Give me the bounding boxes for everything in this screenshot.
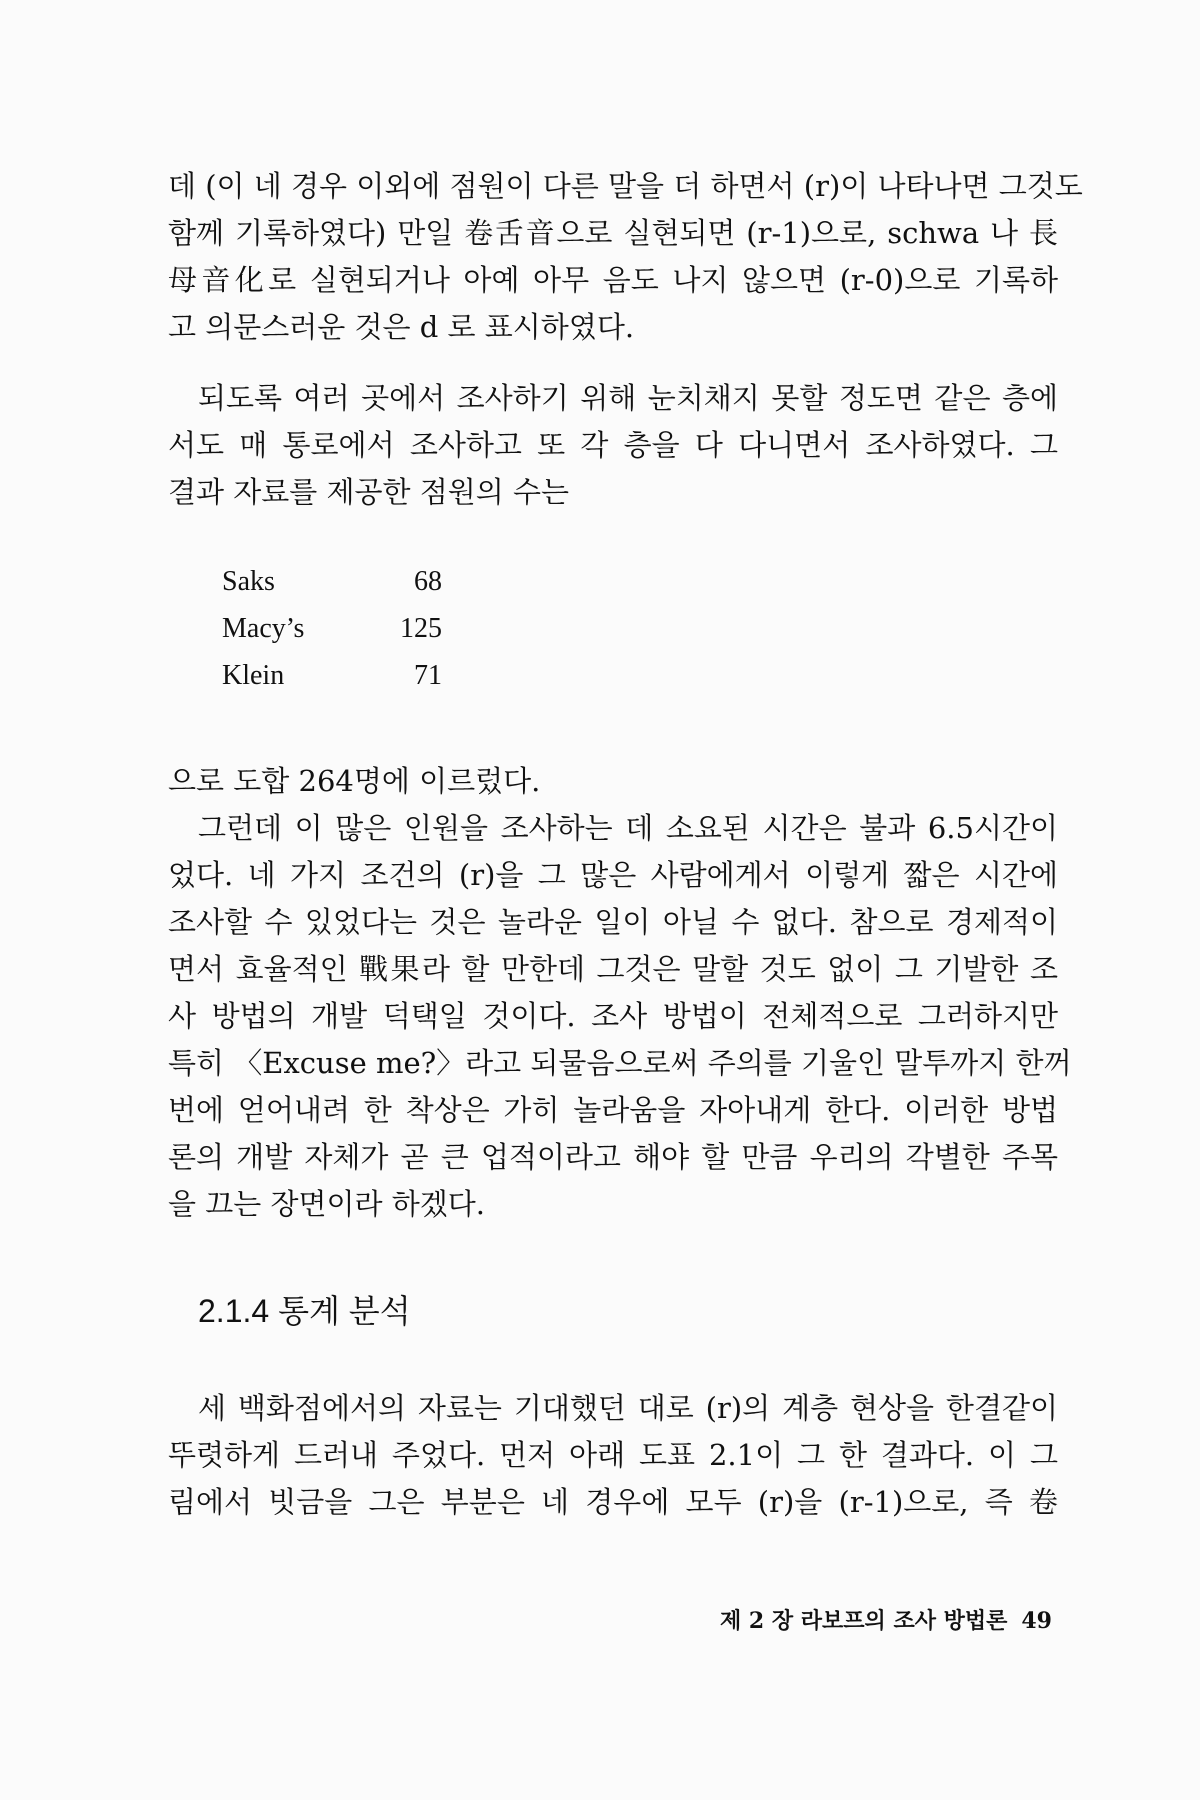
text-line: 었다. 네 가지 조건의 (r)을 그 많은 사람에게서 이렇게 짧은 시간에 [168,858,1058,892]
text-line: 사 방법의 개발 덕택일 것이다. 조사 방법이 전체적으로 그러하지만 [168,999,1058,1033]
text-line: 서도 매 통로에서 조사하고 또 각 층을 다 다니면서 조사하였다. 그 [168,428,1058,462]
table-row [222,558,442,605]
store-name: Saks [222,566,275,597]
text-line: 면서 효율적인 戰果라 할 만한데 그것은 말할 것도 없이 그 기발한 조 [168,952,1058,986]
page-footer [720,1604,1052,1638]
text-line: 조사할 수 있었다는 것은 놀라운 일이 아닐 수 없다. 참으로 경제적이 [168,905,1058,939]
paragraph-statistics [168,1385,1058,1526]
paragraph-recording-method [168,163,1083,351]
page-number: 49 [1021,1608,1052,1634]
text-line: 뚜렷하게 드러내 주었다. 먼저 아래 도표 2.1이 그 한 결과다. 이 그 [168,1438,1058,1472]
store-count: 71 [414,660,442,691]
text-line: 번에 얻어내려 한 착상은 가히 놀라움을 자아내게 한다. 이러한 방법 [168,1093,1058,1127]
paragraph-survey-coverage [168,375,1058,516]
store-name: Macy’s [222,613,305,644]
text-line: 데 (이 네 경우 이외에 점원이 다른 말을 더 하면서 (r)이 나타나면 그것도 [168,169,1083,203]
text-line: 그런데 이 많은 인원을 조사하는 데 소요된 시간은 불과 6.5시간이 [198,811,1058,845]
store-count: 68 [414,566,442,597]
store-count-table [222,558,442,699]
text-line: 론의 개발 자체가 곧 큰 업적이라고 해야 할 만큼 우리의 각별한 주목 [168,1140,1058,1174]
table-row [222,605,442,652]
text-line: 함께 기록하였다) 만일 卷舌音으로 실현되면 (r-1)으로, schwa 나 長 [168,216,1058,250]
paragraph-efficiency [168,758,1072,1228]
store-name: Klein [222,660,285,691]
text-line: 림에서 빗금을 그은 부분은 네 경우에 모두 (r)을 (r-1)으로, 즉 卷 [168,1485,1058,1519]
text-line: 고 의문스러운 것은 d 로 표시하였다. [168,310,635,344]
running-chapter-title: 제 2 장 라보프의 조사 방법론 [719,1608,1008,1634]
text-line: 으로 도합 264명에 이르렀다. [168,764,541,798]
text-line: 母音化로 실현되거나 아예 아무 음도 나지 않으면 (r-0)으로 기록하 [168,263,1058,297]
text-line: 결과 자료를 제공한 점원의 수는 [168,475,570,509]
text-line: 을 끄는 장면이라 하겠다. [168,1187,486,1221]
section-heading: 2.1.4 통계 분석 [198,1293,411,1329]
text-line: 되도록 여러 곳에서 조사하기 위해 눈치채지 못할 정도면 같은 층에 [198,381,1058,415]
store-count: 125 [400,613,442,644]
table-row [222,652,442,699]
text-line: 특히 〈Excuse me?〉라고 되물음으로써 주의를 기울인 말투까지 한꺼 [168,1046,1072,1080]
text-line: 세 백화점에서의 자료는 기대했던 대로 (r)의 계층 현상을 한결같이 [198,1391,1058,1425]
